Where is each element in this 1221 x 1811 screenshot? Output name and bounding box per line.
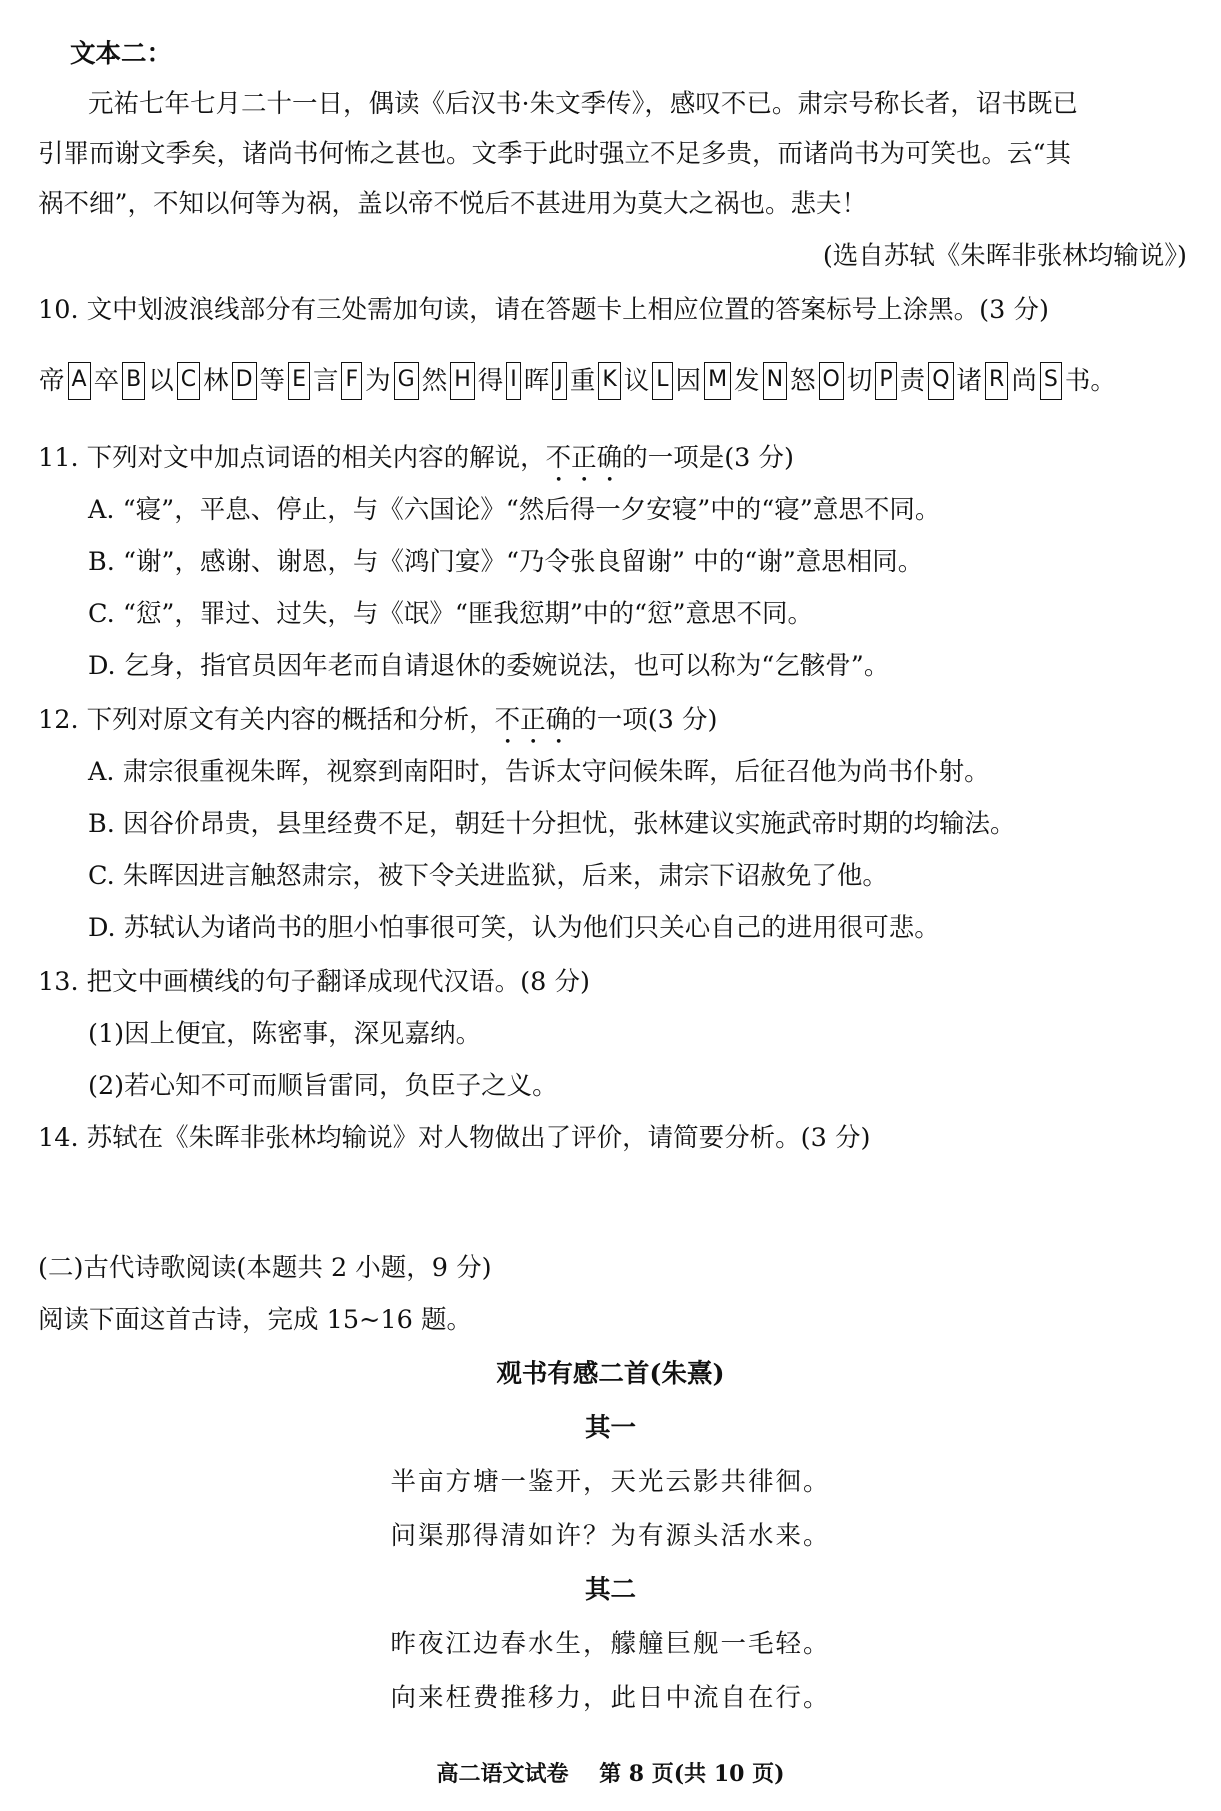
q10-answer-box-g[interactable]: G <box>394 362 419 400</box>
q10-char: 切 <box>846 366 873 396</box>
page-footer: 高二语文试卷 第 8 页(共 10 页) <box>436 1761 785 1787</box>
q11-option-d: D. 乞身，指官员因年老而自请退休的委婉说法，也可以称为“乞骸骨”。 <box>88 651 890 681</box>
q10-char: 尚 <box>1011 366 1037 396</box>
q10-char: 等 <box>259 366 286 396</box>
q14-stem: 14. 苏轼在《朱晖非张林均输说》对人物做出了评价，请简要分析。(3 分) <box>38 1123 871 1153</box>
q11-stem-pre: 11. 下列对文中加点词语的相关内容的解说， <box>38 443 546 473</box>
q10-answer-box-m[interactable]: M <box>704 362 731 400</box>
q10-char: 然 <box>421 366 448 396</box>
q11-option-a: A. “寝”，平息、停止，与《六国论》“然后得一夕安寝”中的“寝”意思不同。 <box>88 495 941 525</box>
q10-char: 卒 <box>93 366 120 396</box>
q10-answer-box-s[interactable]: S <box>1040 362 1062 400</box>
q13-sentence-1: (1)因上便宜，陈密事，深见嘉纳。 <box>88 1019 482 1049</box>
q10-char: 议 <box>623 366 650 396</box>
text2-line-1: 元祐七年七月二十一日，偶读《后汉书·朱文季传》，感叹不已。肃宗号称长者，诏书既已 <box>88 89 1078 119</box>
q11-stem-post: 的一项是(3 分) <box>622 443 794 473</box>
text2-source: (选自苏轼《朱晖非张林均输说》) <box>822 241 1187 271</box>
q10-answer-box-a[interactable]: A <box>68 362 91 400</box>
text2-line-2: 引罪而谢文季矣，诸尚书何怖之甚也。文季于此时强立不足多贵，而诸尚书为可笑也。云“其 <box>38 139 1072 169</box>
poetry-section-heading: (二)古代诗歌阅读(本题共 2 小题，9 分) <box>38 1253 492 1283</box>
q13-stem: 13. 把文中画横线的句子翻译成现代汉语。(8 分) <box>38 967 590 997</box>
q10-answer-box-e[interactable]: E <box>288 362 310 400</box>
q10-answer-box-p[interactable]: P <box>875 362 896 400</box>
poem-1-line-1: 半亩方塘一鉴开，天光云影共徘徊。 <box>390 1467 831 1497</box>
poem-part-2-label: 其二 <box>584 1575 636 1605</box>
q10-char: 诸 <box>956 366 983 396</box>
q12-option-a: A. 肃宗很重视朱晖，视察到南阳时，告诉太守问候朱晖，后征召他为尚书仆射。 <box>88 757 990 787</box>
q10-char: 林 <box>203 366 229 396</box>
q10-char: 帝 <box>39 366 65 396</box>
q10-char: 言 <box>312 366 339 396</box>
text2-heading: 文本二： <box>70 39 173 69</box>
q11-option-c: C. “愆”，罪过、过失，与《氓》“匪我愆期”中的“愆”意思不同。 <box>88 599 814 629</box>
q12-option-d: D. 苏轼认为诸尚书的胆小怕事很可笑，认为他们只关心自己的进用很可悲。 <box>88 913 940 943</box>
q10-answer-box-q[interactable]: Q <box>928 362 953 400</box>
q12-stem-post: 的一项(3 分) <box>571 705 718 735</box>
poem-1-line-2: 问渠那得清如许？为有源头活水来。 <box>390 1521 831 1551</box>
q10-char: 晖 <box>523 366 550 396</box>
q12-stem <box>38 702 717 750</box>
q10-answer-box-c[interactable]: C <box>177 362 200 400</box>
q12-stem-emphasis: 不正确 <box>494 705 572 735</box>
text2-line-3: 祸不细”，不知以何等为祸，盖以帝不悦后不甚进用为莫大之祸也。悲夫！ <box>38 189 868 219</box>
q10-answer-box-j[interactable]: J <box>552 362 567 400</box>
q10-char: 以 <box>148 366 174 396</box>
q10-answer-box-b[interactable]: B <box>122 362 145 400</box>
poem-part-1-label: 其一 <box>584 1413 636 1443</box>
q11-stem <box>38 440 794 488</box>
q10-char: 发 <box>734 366 760 396</box>
q10-answer-box-n[interactable]: N <box>763 362 787 400</box>
poem-2-line-1: 昨夜江边春水生，艨艟巨舰一毛轻。 <box>390 1629 831 1659</box>
poem-title: 观书有感二首(朱熹) <box>496 1359 725 1389</box>
q10-answer-box-d[interactable]: D <box>232 362 257 400</box>
q10-char: 书。 <box>1064 366 1116 396</box>
q10-char: 因 <box>675 366 702 396</box>
q11-stem-emphasis: 不正确 <box>545 443 623 473</box>
q12-option-c: C. 朱晖因进言触怒肃宗，被下令关进监狱，后来，肃宗下诏赦免了他。 <box>88 861 888 891</box>
q10-char: 重 <box>569 366 596 396</box>
q10-punctuation-row <box>38 362 1198 400</box>
poetry-instruction: 阅读下面这首古诗，完成 15~16 题。 <box>38 1305 472 1335</box>
q10-answer-box-h[interactable]: H <box>450 362 475 400</box>
q10-answer-box-f[interactable]: F <box>341 362 362 400</box>
poem-2-line-2: 向来枉费推移力，此日中流自在行。 <box>390 1683 831 1713</box>
q10-char: 为 <box>365 366 391 396</box>
q10-char: 责 <box>899 366 926 396</box>
q10-answer-box-l[interactable]: L <box>652 362 672 400</box>
q10-char: 怒 <box>790 366 816 396</box>
q10-char: 得 <box>477 366 504 396</box>
q12-stem-pre: 12. 下列对原文有关内容的概括和分析， <box>38 705 495 735</box>
q12-option-b: B. 因谷价昂贵，县里经费不足，朝廷十分担忧，张林建议实施武帝时期的均输法。 <box>88 809 1016 839</box>
q10-answer-box-k[interactable]: K <box>598 362 620 400</box>
q10-answer-box-o[interactable]: O <box>819 362 844 400</box>
q11-option-b: B. “谢”，感谢、谢恩，与《鸿门宴》“乃令张良留谢” 中的“谢”意思相同。 <box>88 547 924 577</box>
q10-answer-box-i[interactable]: I <box>506 362 521 400</box>
q13-sentence-2: (2)若心知不可而顺旨雷同，负臣子之义。 <box>88 1071 558 1101</box>
q10-answer-box-r[interactable]: R <box>985 362 1008 400</box>
q10-stem: 10. 文中划波浪线部分有三处需加句读，请在答题卡上相应位置的答案标号上涂黑。(3 分) <box>38 295 1049 325</box>
